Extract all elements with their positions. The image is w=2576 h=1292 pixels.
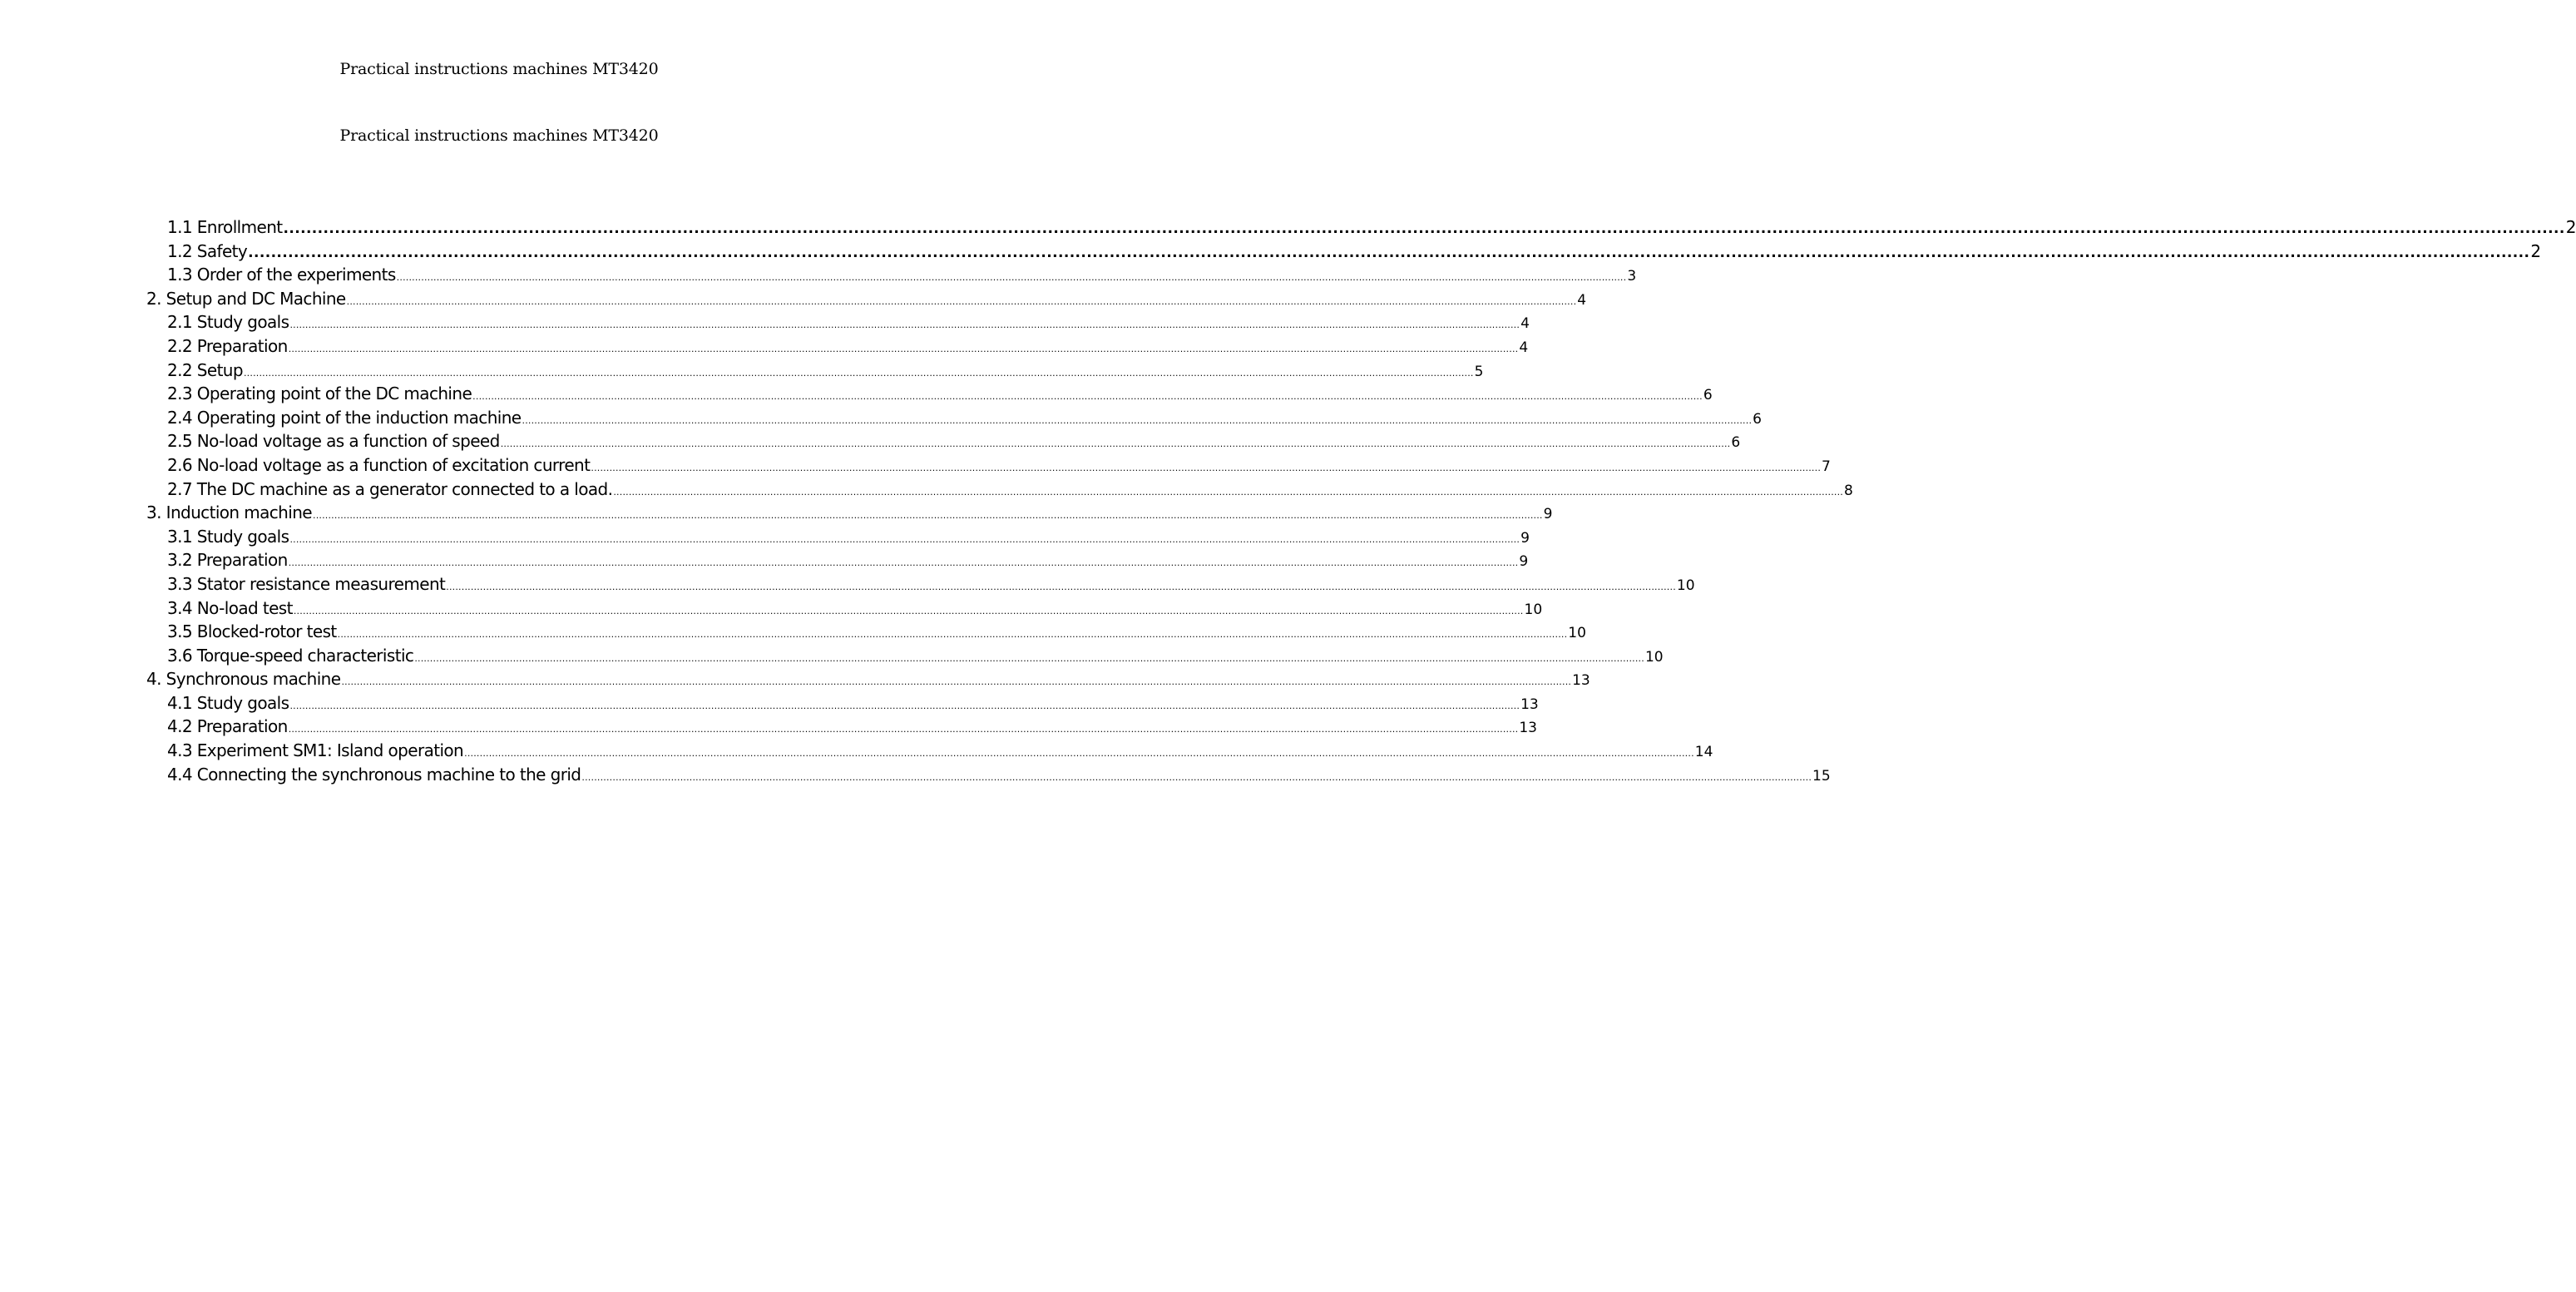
toc-dot-leader: ................................................................................................................................................................................................................................................................................................................................................................................................................: [446, 581, 1676, 592]
toc-entry-page-number: 9: [1543, 506, 1553, 523]
toc-entry-page-number: 7: [1822, 458, 1831, 475]
toc-entry[interactable]: [146, 359, 1484, 383]
toc-dot-leader: ................................................................................................................................................................................................................................................................................................................................................................................................................: [613, 486, 1843, 497]
toc-entry[interactable]: [146, 429, 1741, 453]
toc-entry[interactable]: [146, 548, 1529, 572]
toc-entry-page-number: 13: [1519, 720, 1537, 737]
toc-entry[interactable]: [146, 453, 1831, 478]
toc-entry-label: 2.3 Operating point of the DC machine: [167, 384, 472, 404]
toc-dot-leader: ................................................................................................................................................................................................................................................................................................................................................................................................................: [591, 462, 1822, 473]
toc-entry-page-number: 10: [1676, 577, 1695, 594]
toc-entry-page-number: 6: [1753, 410, 1762, 428]
toc-entry[interactable]: [146, 572, 1695, 596]
toc-entry[interactable]: [146, 739, 1713, 763]
toc-dot-leader: ................................................................................................................................................................................................................................................................................................................................................................................................................: [248, 244, 2530, 261]
toc-entry[interactable]: [146, 382, 1713, 406]
toc-entry-page-number: 2: [2565, 217, 2576, 237]
toc-entry-label: 3.5 Blocked-rotor test: [167, 621, 337, 642]
toc-entry-page-number: 13: [1572, 672, 1590, 690]
toc-dot-leader: ................................................................................................................................................................................................................................................................................................................................................................................................................: [337, 629, 1568, 641]
toc-entry-label: 4.2 Preparation: [167, 716, 288, 737]
toc-entry[interactable]: [146, 667, 1590, 691]
toc-entry-page-number: 3: [1627, 268, 1637, 285]
toc-dot-leader: ................................................................................................................................................................................................................................................................................................................................................................................................................: [500, 438, 1731, 450]
toc-dot-leader: ................................................................................................................................................................................................................................................................................................................................................................................................................: [243, 367, 1474, 379]
toc-entry-label: 1.3 Order of the experiments: [167, 265, 396, 285]
document-title: Practical instructions machines MT3420: [339, 126, 659, 145]
toc-entry-label: 3.3 Stator resistance measurement: [167, 573, 446, 594]
table-of-contents: [146, 215, 2576, 786]
toc-entry[interactable]: [146, 263, 1637, 287]
toc-dot-leader: ................................................................................................................................................................................................................................................................................................................................................................................................................: [346, 295, 1577, 307]
toc-entry-label: 2.2 Preparation: [167, 335, 288, 356]
toc-dot-leader: ................................................................................................................................................................................................................................................................................................................................................................................................................: [289, 319, 1520, 331]
toc-dot-leader: ................................................................................................................................................................................................................................................................................................................................................................................................................: [396, 272, 1627, 284]
toc-entry-label: 2.7 The DC machine as a generator connected to a load.: [167, 478, 613, 499]
toc-entry[interactable]: [146, 240, 2542, 264]
toc-entry-label: 2.1 Study goals: [167, 312, 289, 333]
toc-dot-leader: ................................................................................................................................................................................................................................................................................................................................................................................................................: [288, 724, 1519, 735]
toc-entry-label: 4.4 Connecting the synchronous machine to the grid: [167, 764, 581, 785]
toc-dot-leader: ................................................................................................................................................................................................................................................................................................................................................................................................................: [288, 343, 1519, 354]
toc-entry-label: 1.2 Safety: [167, 240, 248, 261]
toc-entry-page-number: 10: [1568, 625, 1586, 642]
toc-entry[interactable]: [146, 596, 1543, 621]
toc-entry-label: 2.4 Operating point of the induction machine: [167, 407, 522, 428]
toc-dot-leader: ................................................................................................................................................................................................................................................................................................................................................................................................................: [288, 557, 1519, 569]
toc-entry-label: 3.4 No-load test: [167, 597, 293, 618]
toc-entry-label: 2.2 Setup: [167, 359, 243, 380]
toc-dot-leader: ................................................................................................................................................................................................................................................................................................................................................................................................................: [289, 700, 1520, 711]
toc-entry[interactable]: [146, 478, 1853, 502]
toc-entry-page-number: 4: [1577, 291, 1587, 309]
toc-dot-leader: ................................................................................................................................................................................................................................................................................................................................................................................................................: [293, 605, 1524, 616]
toc-dot-leader: ................................................................................................................................................................................................................................................................................................................................................................................................................: [522, 414, 1753, 426]
toc-dot-leader: ................................................................................................................................................................................................................................................................................................................................................................................................................: [289, 533, 1520, 545]
toc-entry-page-number: 13: [1520, 696, 1539, 713]
toc-dot-leader: ................................................................................................................................................................................................................................................................................................................................................................................................................: [581, 771, 1812, 783]
toc-entry-label: 4. Synchronous machine: [146, 669, 341, 690]
toc-dot-leader: ................................................................................................................................................................................................................................................................................................................................................................................................................: [414, 652, 1644, 664]
toc-entry[interactable]: [146, 620, 1586, 644]
toc-entry-label: 2.5 No-load voltage as a function of speed: [167, 431, 500, 452]
toc-entry-page-number: 8: [1844, 482, 1853, 499]
toc-entry[interactable]: [146, 406, 1762, 430]
toc-entry-label: 3.6 Torque-speed characteristic: [167, 645, 414, 666]
toc-dot-leader: ................................................................................................................................................................................................................................................................................................................................................................................................................: [313, 510, 1543, 522]
toc-entry-label: 3. Induction machine: [146, 502, 312, 523]
toc-entry[interactable]: [146, 691, 1539, 715]
toc-entry[interactable]: [146, 215, 2576, 240]
toc-entry[interactable]: [146, 715, 1537, 739]
toc-dot-leader: ................................................................................................................................................................................................................................................................................................................................................................................................................: [283, 220, 2565, 237]
toc-dot-leader: ................................................................................................................................................................................................................................................................................................................................................................................................................: [464, 748, 1694, 760]
toc-entry-page-number: 9: [1520, 529, 1530, 547]
toc-dot-leader: ................................................................................................................................................................................................................................................................................................................................................................................................................: [341, 676, 1572, 688]
toc-entry-page-number: 15: [1812, 767, 1831, 785]
toc-entry-label: 2.6 No-load voltage as a function of excitation current: [167, 454, 591, 475]
toc-entry-page-number: 2: [2530, 240, 2542, 261]
toc-entry-page-number: 5: [1474, 363, 1484, 380]
toc-entry-page-number: 6: [1731, 434, 1741, 452]
toc-entry[interactable]: [146, 763, 1831, 787]
toc-dot-leader: ................................................................................................................................................................................................................................................................................................................................................................................................................: [472, 391, 1703, 403]
toc-entry-page-number: 10: [1644, 648, 1664, 666]
toc-entry-page-number: 10: [1524, 601, 1543, 618]
toc-entry-page-number: 4: [1520, 315, 1530, 333]
toc-entry-page-number: 9: [1519, 553, 1529, 571]
toc-entry[interactable]: [146, 525, 1530, 549]
toc-entry[interactable]: [146, 287, 1587, 311]
toc-entry-page-number: 4: [1519, 339, 1529, 356]
running-header: Practical instructions machines MT3420: [339, 60, 659, 78]
toc-entry-page-number: 6: [1703, 387, 1713, 404]
toc-entry-label: 2. Setup and DC Machine: [146, 288, 346, 309]
toc-entry-label: 1.1 Enrollment: [167, 217, 283, 237]
toc-entry-label: 3.1 Study goals: [167, 526, 289, 547]
toc-entry[interactable]: [146, 334, 1529, 359]
toc-entry[interactable]: [146, 644, 1664, 668]
toc-entry[interactable]: [146, 310, 1530, 334]
toc-entry[interactable]: [146, 501, 1553, 525]
toc-entry-label: 4.3 Experiment SM1: Island operation: [167, 740, 464, 761]
toc-entry-page-number: 14: [1694, 744, 1713, 761]
toc-entry-label: 4.1 Study goals: [167, 692, 289, 713]
toc-entry-label: 3.2 Preparation: [167, 550, 288, 571]
